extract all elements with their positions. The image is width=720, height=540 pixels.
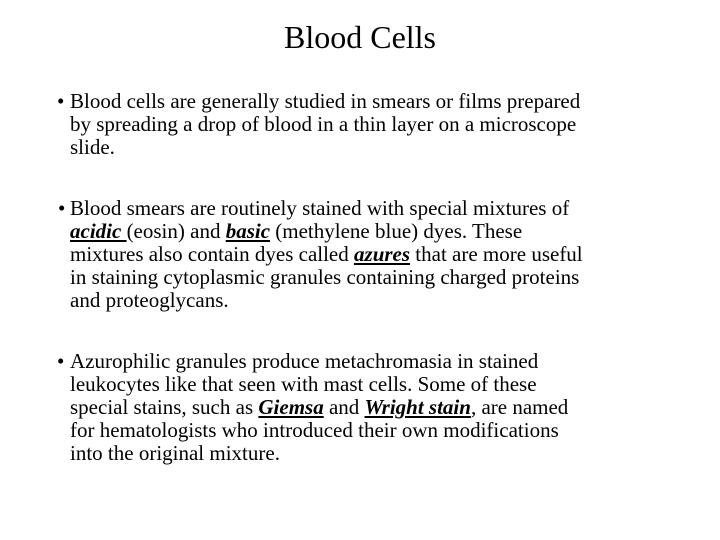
term-wright-stain: Wright stain <box>364 395 471 419</box>
bullet-3-line-2: leukocytes like that seen with mast cells. Some of these <box>70 372 537 396</box>
bullet-3-line-1: Azurophilic granules produce metachromasia in stained <box>70 349 539 373</box>
text-mixtures: mixtures also contain dyes called <box>70 242 355 266</box>
bullet-3-line-3 <box>70 396 670 419</box>
text-useful: that are more useful <box>410 242 583 266</box>
bullet-1-line-3: slide. <box>70 135 115 159</box>
term-basic: basic <box>225 219 271 243</box>
term-giemsa: Giemsa <box>258 395 324 419</box>
text-and: and <box>323 395 365 419</box>
text-special: special stains, such as <box>70 395 259 419</box>
bullet-2-line-5: and proteoglycans. <box>70 288 229 312</box>
slide-title: Blood Cells <box>283 19 436 55</box>
bullet-2-line-4: in staining cytoplasmic granules containing charged proteins <box>70 265 580 289</box>
bullet-2-line-1: Blood smears are routinely stained with special mixtures of <box>70 196 570 220</box>
bullet-3-line-4: for hematologists who introduced their own modifications <box>70 418 559 442</box>
bullet-1-line-1: Blood cells are generally studied in smears or films prepared <box>70 89 581 113</box>
bullet-1 <box>57 89 670 159</box>
bullet-2-line-3 <box>70 243 670 266</box>
bullet-3 <box>57 349 670 465</box>
bullet-marker: • <box>57 349 65 373</box>
bullet-1-line-2: by spreading a drop of blood in a thin layer on a microscope <box>70 112 577 136</box>
text-eosin: (eosin) and <box>126 219 226 243</box>
bullet-2 <box>58 196 670 312</box>
bullet-marker: • <box>57 89 65 113</box>
bullet-2-line-2 <box>70 220 670 243</box>
text-methylene: (methylene blue) dyes. These <box>270 219 523 243</box>
text-named: , are named <box>470 395 569 419</box>
term-azures: azures <box>354 242 411 266</box>
term-acidic: acidic <box>70 219 127 243</box>
bullet-3-line-5: into the original mixture. <box>70 441 280 465</box>
bullet-marker: • <box>58 196 66 220</box>
